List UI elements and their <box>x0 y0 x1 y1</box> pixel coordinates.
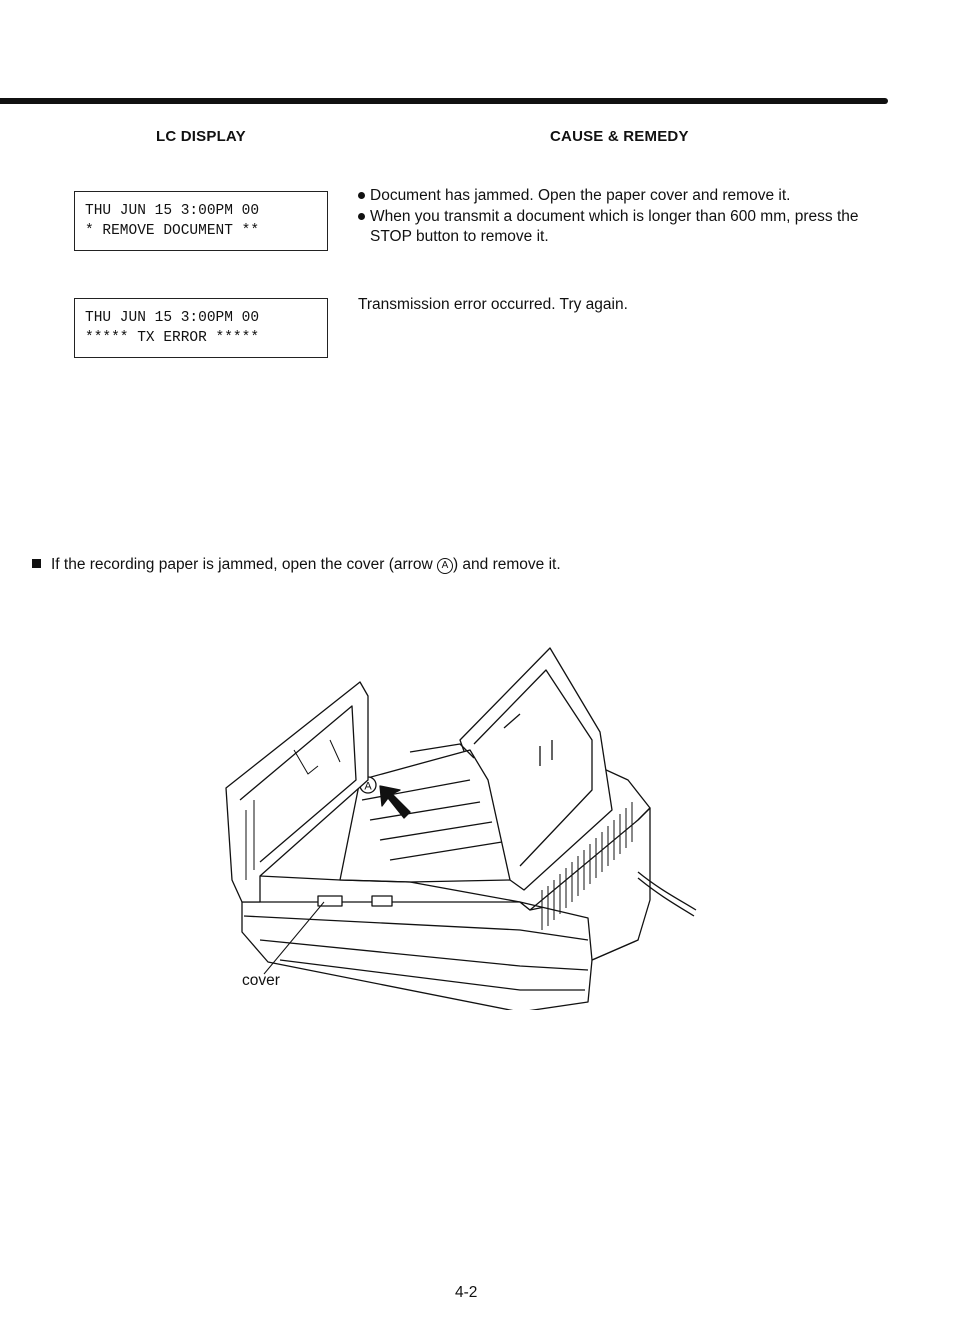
remedy-tx-error: Transmission error occurred. Try again. <box>358 296 628 313</box>
bullet-icon <box>358 213 365 220</box>
cover-label: cover <box>242 972 280 989</box>
lcd-line-1: THU JUN 15 3:00PM 00 <box>85 203 260 219</box>
top-rule <box>0 98 888 104</box>
callout-a-letter: A <box>364 780 372 793</box>
lcd-display-remove-document <box>74 191 328 251</box>
bullet-icon <box>358 192 365 199</box>
circled-a-symbol: A <box>437 558 453 574</box>
lcd-display-tx-error <box>74 298 328 358</box>
remedy-item: When you transmit a document which is longer than 600 mm, press the STOP button to remove it. <box>358 207 898 248</box>
lcd-line-2: * REMOVE DOCUMENT ** <box>85 223 260 239</box>
fax-machine-illustration <box>220 640 710 1010</box>
lc-display-header: LC DISPLAY <box>156 128 246 145</box>
lcd-line-2: ***** TX ERROR ***** <box>85 330 260 346</box>
cause-remedy-header: CAUSE & REMEDY <box>550 128 689 145</box>
recording-paper-note: If the recording paper is jammed, open the cover (arrow A ) and remove it. <box>32 556 561 574</box>
page-number: 4-2 <box>455 1284 478 1301</box>
remedy-item: Document has jammed. Open the paper cover and remove it. <box>358 186 898 207</box>
lcd-line-1: THU JUN 15 3:00PM 00 <box>85 310 260 326</box>
square-bullet-icon <box>32 559 41 568</box>
remedy-remove-document <box>358 186 898 248</box>
front-button <box>372 896 392 906</box>
